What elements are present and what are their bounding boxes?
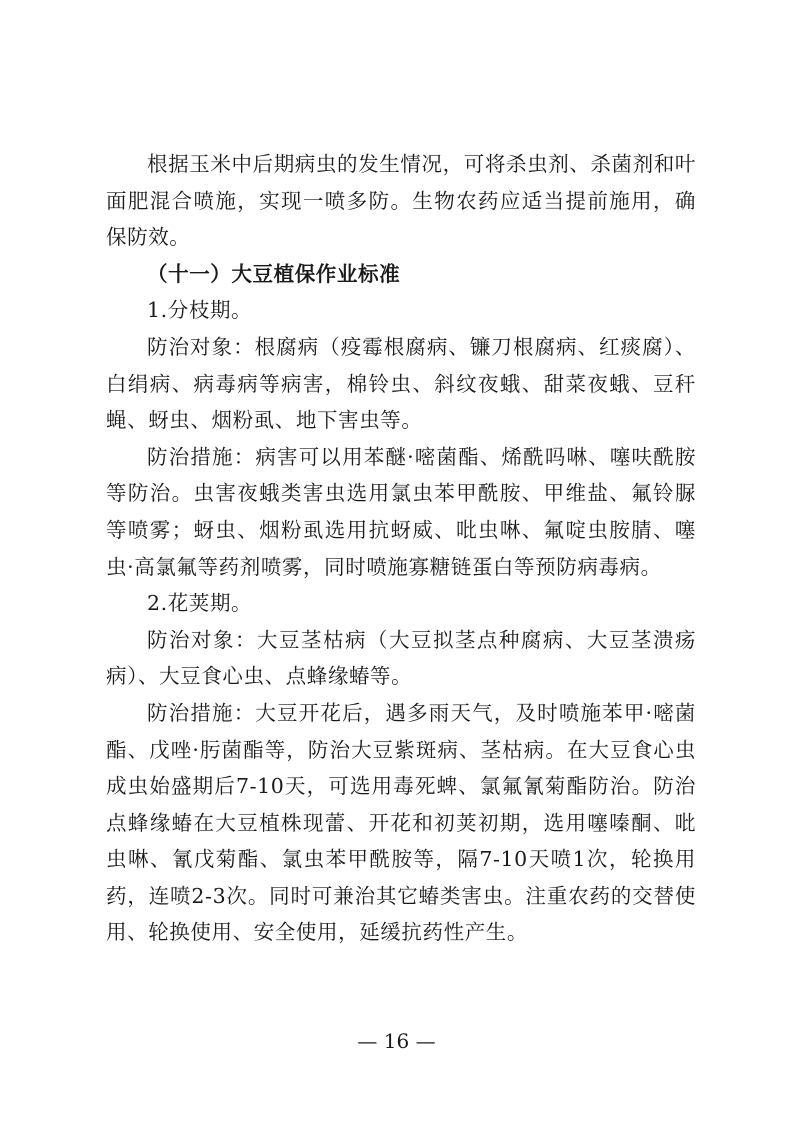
paragraph: 根据玉米中后期病虫的发生情况，可将杀虫剂、杀菌剂和叶面肥混合喷施，实现一喷多防。生物农药应适当提前施用，确保防效。 [106,152,696,250]
subsection-title: 1.分枝期。 [147,298,253,323]
paragraph: 防治措施：病害可以用苯醚·嘧菌酯、烯酰吗啉、噻呋酰胺等防治。虫害夜蛾类害虫选用氯虫苯甲酰胺、甲维盐、氟铃脲等喷雾；蚜虫、烟粉虱选用抗蚜威、吡虫啉、氟啶虫胺腈、噻虫·高氯氟等药剂喷雾，同时喷施寡糖链蛋白等预防病毒病。 [106,444,696,579]
subsection-title: 2.花荚期。 [147,591,253,616]
page-number: — 16 — [357,1029,436,1053]
section-heading: （十一）大豆植保作业标准 [147,261,401,286]
document-body [106,146,696,951]
paragraph: 防治措施：大豆开花后，遇多雨天气，及时喷施苯甲·嘧菌酯、戊唑·肟菌酯等，防治大豆紫斑病、茎枯病。在大豆食心虫成虫始盛期后7-10天，可选用毒死蜱、氯氟氰菊酯防治。防治点蜂缘蝽在大豆植株现蕾、开花和初荚初期，选用噻嗪酮、吡虫啉、氰戊菊酯、氯虫苯甲酰胺等，隔7-10天喷1次，轮换用药，连喷2-3次。同时可兼治其它蝽类害虫。注重农药的交替使用、轮换使用、安全使用，延缓抗药性产生。 [106,700,696,945]
paragraph: 防治对象：大豆茎枯病（大豆拟茎点种腐病、大豆茎溃疡病）、大豆食心虫、点蜂缘蝽等。 [106,627,696,689]
paragraph: 防治对象：根腐病（疫霉根腐病、镰刀根腐病、红痰腐）、白绢病、病毒病等病害，棉铃虫、斜纹夜蛾、甜菜夜蛾、豆秆蝇、蚜虫、烟粉虱、地下害虫等。 [106,334,696,433]
